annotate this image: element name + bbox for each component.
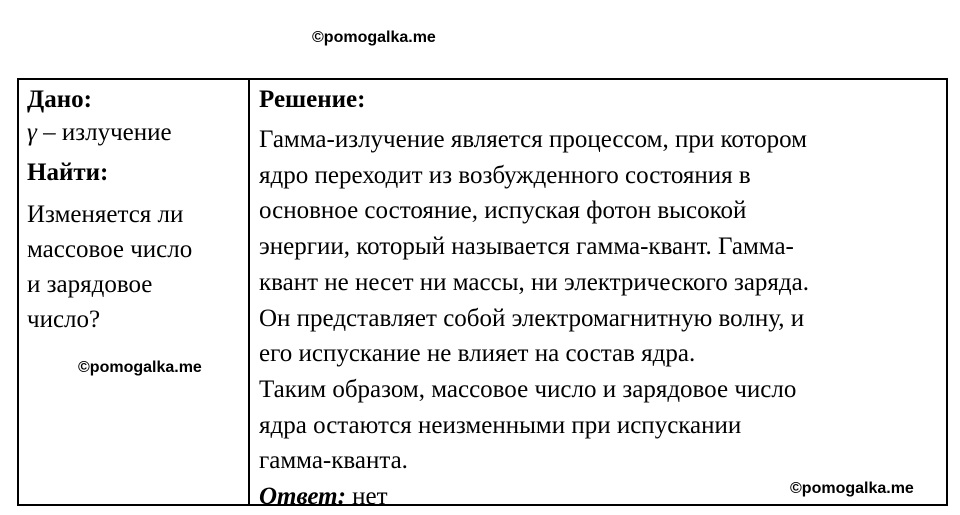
question-line: число?: [27, 306, 101, 333]
solution-table: [17, 78, 948, 511]
answer-value: нет: [345, 483, 388, 511]
watermark-bottom-right: ©pomogalka.me: [790, 480, 914, 497]
given-heading: Дано:: [27, 86, 92, 113]
given-text: – излучение: [36, 119, 172, 146]
solution-line: гамма-кванта.: [259, 447, 408, 475]
question-line: и зарядовое: [27, 271, 153, 298]
gamma-symbol: γ: [27, 119, 37, 146]
find-heading: Найти:: [27, 159, 109, 186]
solution-line: ядра остаются неизменными при испускании: [259, 411, 742, 439]
solution-line: энергии, который называется гамма-квант. Гамма-: [259, 233, 794, 261]
solution-line: его испускание не влияет на состав ядра.: [259, 340, 696, 368]
given-value: [27, 117, 241, 149]
question-line: Изменяется ли: [27, 201, 184, 228]
given-find-column: [27, 84, 241, 337]
solution-line: Он представляет собой электромагнитную волну, и: [259, 304, 805, 332]
solution-line: основное состояние, испуская фотон высокой: [259, 197, 747, 225]
solution-heading: Решение:: [259, 86, 366, 113]
answer-label: Ответ:: [259, 483, 346, 511]
solution-column: [259, 84, 944, 515]
solution-line: квант не несет ни массы, ни электрического заряда.: [259, 268, 809, 296]
watermark-left: ©pomogalka.me: [78, 359, 202, 376]
watermark-top: ©pomogalka.me: [312, 29, 436, 46]
column-divider: [248, 80, 250, 504]
question-line: массовое число: [27, 236, 193, 263]
solution-line: Таким образом, массовое число и зарядовое число: [259, 375, 797, 403]
find-question: [27, 197, 241, 337]
solution-line: ядро переходит из возбужденного состояния в: [259, 161, 751, 189]
solution-line: Гамма-излучение является процессом, при котором: [259, 126, 807, 153]
